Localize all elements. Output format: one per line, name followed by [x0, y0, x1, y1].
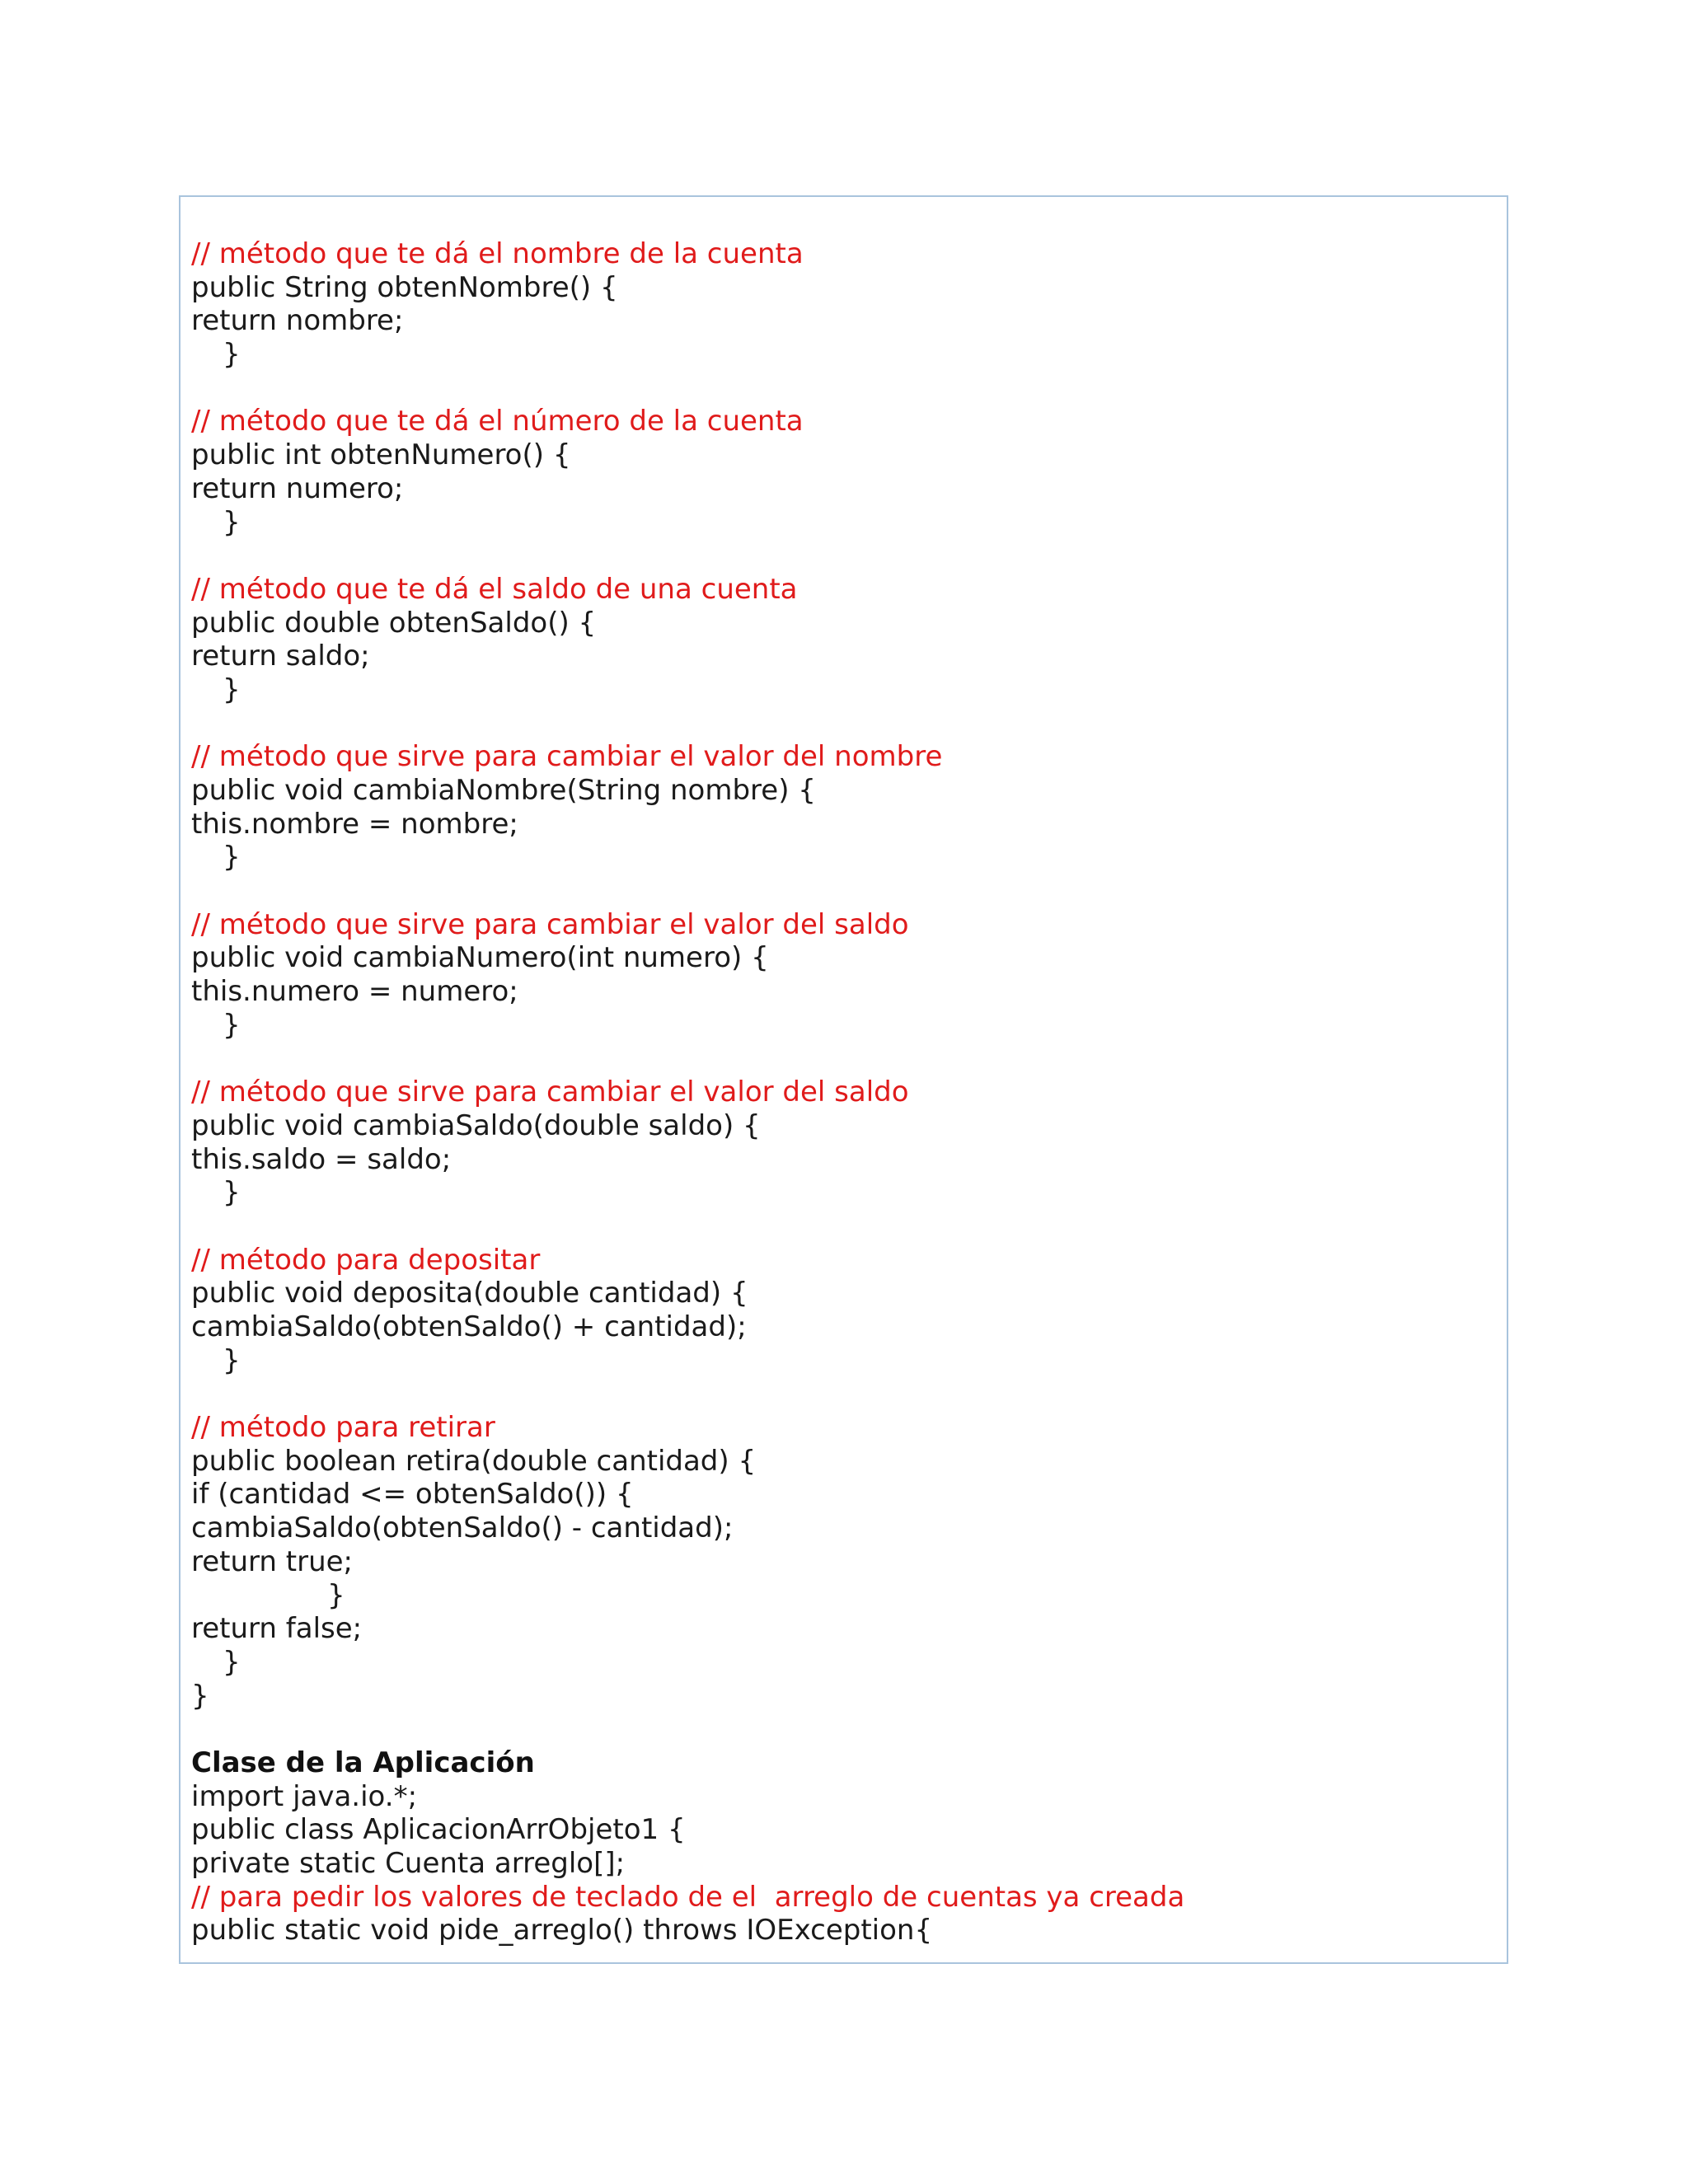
code-comment: // método que sirve para cambiar el valor del nombre: [191, 740, 943, 774]
code-line: }: [223, 841, 241, 874]
code-line: }: [223, 1008, 241, 1042]
code-line: if (cantidad <= obtenSaldo()) {: [191, 1478, 634, 1511]
code-line: }: [327, 1578, 345, 1612]
blank-line: [191, 1043, 1502, 1076]
blank-line: [191, 1713, 1502, 1746]
code-comment: // método que te dá el número de la cuenta: [191, 405, 804, 438]
code-comment: // método que sirve para cambiar el valor del saldo: [191, 907, 909, 941]
code-line: }: [223, 1176, 241, 1210]
code-line: }: [191, 1679, 209, 1713]
section-heading: Clase de la Aplicación: [191, 1746, 535, 1779]
code-line: this.saldo = saldo;: [191, 1142, 452, 1176]
code-line: public void deposita(double cantidad) {: [191, 1277, 748, 1310]
code-line: public boolean retira(double cantidad) {: [191, 1444, 757, 1478]
code-comment: // método que te dá el nombre de la cuenta: [191, 237, 804, 270]
code-line: }: [223, 338, 241, 372]
code-line: private static Cuenta arreglo[];: [191, 1847, 626, 1880]
code-line: return saldo;: [191, 640, 370, 673]
code-line: cambiaSaldo(obtenSaldo() - cantidad);: [191, 1511, 734, 1545]
code-comment: // método para retirar: [191, 1411, 495, 1445]
code-line: cambiaSaldo(obtenSaldo() + cantidad);: [191, 1310, 747, 1343]
blank-line: [191, 874, 1502, 908]
code-line: public class AplicacionArrObjeto1 {: [191, 1813, 686, 1847]
code-comment: // método que te dá el saldo de una cuenta: [191, 572, 798, 606]
code-line: this.nombre = nombre;: [191, 807, 518, 841]
code-comment: // método para depositar: [191, 1243, 541, 1277]
code-line: }: [223, 1645, 241, 1679]
code-line: }: [223, 505, 241, 539]
code-line: return true;: [191, 1544, 353, 1578]
code-line: import java.io.*;: [191, 1779, 418, 1813]
code-line: public void cambiaNumero(int numero) {: [191, 941, 769, 975]
code-line: return false;: [191, 1612, 363, 1646]
blank-line: [191, 707, 1502, 741]
code-line: }: [223, 673, 241, 706]
code-comment: // método que sirve para cambiar el valor del saldo: [191, 1076, 909, 1109]
blank-line: [191, 1210, 1502, 1244]
code-line: public double obtenSaldo() {: [191, 606, 597, 640]
code-line: public void cambiaNombre(String nombre) {: [191, 774, 816, 807]
code-line: return nombre;: [191, 304, 404, 338]
code-comment: // para pedir los valores de teclado de el arreglo de cuentas ya creada: [191, 1880, 1185, 1914]
code-line: this.numero = numero;: [191, 975, 518, 1009]
blank-line: [191, 1377, 1502, 1411]
code-line: return numero;: [191, 471, 404, 505]
blank-line: [191, 372, 1502, 405]
code-line: public void cambiaSaldo(double saldo) {: [191, 1108, 761, 1142]
code-line: public static void pide_arreglo() throws IOException{: [191, 1914, 933, 1947]
blank-line: [191, 539, 1502, 573]
code-line: public String obtenNombre() {: [191, 270, 618, 304]
code-listing: [191, 237, 1502, 1947]
code-line: public int obtenNumero() {: [191, 438, 571, 472]
code-line: }: [223, 1343, 241, 1377]
